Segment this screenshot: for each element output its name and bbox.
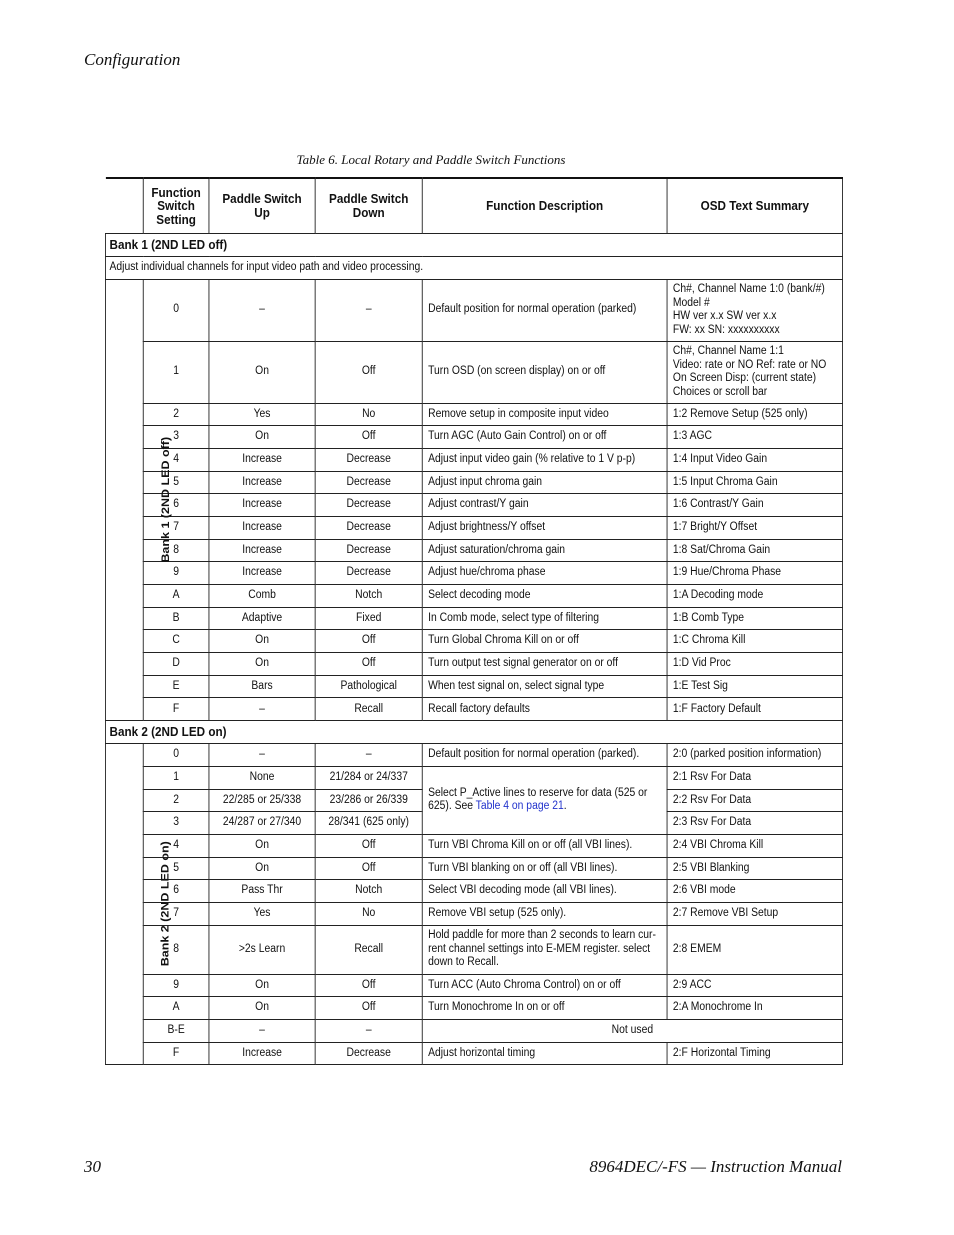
bank2-side-label: Bank 2 (2ND LED on) bbox=[158, 841, 172, 967]
bank2-section bbox=[105, 721, 842, 1065]
description-cell: Remove setup in composite input video bbox=[422, 403, 667, 426]
table-row bbox=[105, 448, 842, 471]
table-row bbox=[105, 744, 842, 767]
header-function-description: Function Description bbox=[422, 178, 667, 233]
osd-cell: 2:A Monochrome In bbox=[667, 997, 843, 1020]
table-row bbox=[105, 630, 842, 653]
paddle-up-cell: 24/287 or 27/340 bbox=[209, 812, 315, 835]
paddle-up-cell: Increase bbox=[209, 516, 315, 539]
osd-cell: 2:2 Rsv For Data bbox=[667, 789, 843, 812]
osd-cell: 2:8 EMEM bbox=[667, 925, 843, 974]
description-cell: Select P_Active lines to reserve for data (525 or 625). See Table 4 on page 21. bbox=[422, 766, 667, 834]
paddle-down-cell: 21/284 or 24/337 bbox=[315, 766, 422, 789]
table-4-link[interactable]: Table 4 on page 21 bbox=[475, 800, 564, 813]
paddle-down-cell: No bbox=[315, 403, 422, 426]
setting-cell: 5 bbox=[143, 471, 209, 494]
paddle-down-cell: Recall bbox=[315, 925, 422, 974]
bank1-side-label: Bank 1 (2ND LED off) bbox=[159, 436, 172, 563]
setting-cell: 2 bbox=[143, 403, 209, 426]
paddle-down-cell: Decrease bbox=[315, 562, 422, 585]
bank1-note-row bbox=[105, 256, 842, 279]
paddle-down-cell: Decrease bbox=[315, 1042, 422, 1065]
table-row bbox=[105, 494, 842, 517]
setting-cell: 2 bbox=[143, 789, 209, 812]
paddle-down-cell: Off bbox=[315, 341, 422, 403]
paddle-down-cell: Decrease bbox=[315, 539, 422, 562]
table-header-row bbox=[105, 178, 842, 233]
paddle-up-cell: On bbox=[209, 997, 315, 1020]
manual-title: 8964DEC/-FS — Instruction Manual bbox=[589, 1157, 842, 1176]
bank1-heading: Bank 1 (2ND LED off) bbox=[105, 233, 842, 256]
bank1-heading-row bbox=[105, 233, 842, 256]
paddle-up-cell: 22/285 or 25/338 bbox=[209, 789, 315, 812]
osd-cell: 2:3 Rsv For Data bbox=[667, 812, 843, 835]
table-row bbox=[105, 516, 842, 539]
description-cell: Turn VBI blanking on or off (all VBI lines). bbox=[422, 857, 667, 880]
paddle-up-cell: On bbox=[209, 653, 315, 676]
table-row bbox=[105, 698, 842, 721]
osd-cell: 1:C Chroma Kill bbox=[667, 630, 843, 653]
setting-cell: 7 bbox=[143, 902, 209, 925]
paddle-down-cell: Pathological bbox=[315, 675, 422, 698]
osd-cell: 1:5 Input Chroma Gain bbox=[667, 471, 843, 494]
description-cell: Select VBI decoding mode (all VBI lines). bbox=[422, 880, 667, 903]
table-row bbox=[105, 562, 842, 585]
paddle-up-cell: – bbox=[209, 698, 315, 721]
osd-cell: 1:E Test Sig bbox=[667, 675, 843, 698]
description-cell: When test signal on, select signal type bbox=[422, 675, 667, 698]
paddle-down-cell: 23/286 or 26/339 bbox=[315, 789, 422, 812]
paddle-up-cell: Increase bbox=[209, 562, 315, 585]
paddle-down-cell: Off bbox=[315, 653, 422, 676]
osd-cell: 1:F Factory Default bbox=[667, 698, 843, 721]
table-row bbox=[105, 902, 842, 925]
table-row bbox=[105, 766, 842, 789]
paddle-up-cell: None bbox=[209, 766, 315, 789]
setting-cell: C bbox=[143, 630, 209, 653]
table-row bbox=[105, 1020, 842, 1043]
setting-cell: E bbox=[143, 675, 209, 698]
paddle-down-cell: Decrease bbox=[315, 471, 422, 494]
setting-cell: 1 bbox=[143, 341, 209, 403]
osd-cell: Ch#, Channel Name 1:1 Video: rate or NO Ref: rate or NO On Screen Disp: (current state) Choices or scroll bar bbox=[667, 341, 843, 403]
description-cell: Hold paddle for more than 2 seconds to learn cur- rent channel settings into E-MEM register. select down to Recall. bbox=[422, 925, 667, 974]
osd-cell: 1:6 Contrast/Y Gain bbox=[667, 494, 843, 517]
setting-cell: 6 bbox=[143, 494, 209, 517]
paddle-up-cell: Bars bbox=[209, 675, 315, 698]
setting-cell: A bbox=[143, 997, 209, 1020]
table-row bbox=[105, 880, 842, 903]
description-cell: Turn output test signal generator on or off bbox=[422, 653, 667, 676]
osd-cell: 1:7 Bright/Y Offset bbox=[667, 516, 843, 539]
paddle-up-cell: On bbox=[209, 630, 315, 653]
paddle-down-cell: Off bbox=[315, 974, 422, 997]
table-row bbox=[105, 653, 842, 676]
setting-cell: 9 bbox=[143, 562, 209, 585]
osd-cell: Ch#, Channel Name 1:0 (bank/#) Model # HW ver x.x SW ver x.x FW: xx SN: xxxxxxxxxx bbox=[667, 279, 843, 341]
paddle-up-cell: Yes bbox=[209, 902, 315, 925]
table-row bbox=[105, 403, 842, 426]
osd-cell: 1:2 Remove Setup (525 only) bbox=[667, 403, 843, 426]
table-row bbox=[105, 857, 842, 880]
table-caption-text: Table 6. Local Rotary and Paddle Switch Functions bbox=[296, 152, 566, 167]
table-row bbox=[105, 834, 842, 857]
table-row bbox=[105, 1042, 842, 1065]
paddle-down-cell: Decrease bbox=[315, 516, 422, 539]
table-row bbox=[105, 997, 842, 1020]
paddle-down-cell: Decrease bbox=[315, 448, 422, 471]
osd-cell: 2:7 Remove VBI Setup bbox=[667, 902, 843, 925]
bank2-side bbox=[105, 744, 172, 1065]
paddle-up-cell: Increase bbox=[209, 494, 315, 517]
description-cell: Select decoding mode bbox=[422, 585, 667, 608]
paddle-up-cell: Comb bbox=[209, 585, 315, 608]
setting-cell: 0 bbox=[143, 279, 209, 341]
header-paddle-down: Paddle Switch Down bbox=[315, 178, 422, 233]
table-row bbox=[105, 925, 842, 974]
osd-cell: 2:4 VBI Chroma Kill bbox=[667, 834, 843, 857]
paddle-up-cell: Adaptive bbox=[209, 607, 315, 630]
paddle-up-cell: On bbox=[209, 834, 315, 857]
setting-cell: 6 bbox=[143, 880, 209, 903]
header-paddle-up: Paddle Switch Up bbox=[209, 178, 315, 233]
paddle-up-cell: >2s Learn bbox=[209, 925, 315, 974]
description-cell: Default position for normal operation (parked) bbox=[422, 279, 667, 341]
paddle-up-cell: Yes bbox=[209, 403, 315, 426]
setting-cell: A bbox=[143, 585, 209, 608]
description-cell: Turn OSD (on screen display) on or off bbox=[422, 341, 667, 403]
setting-cell: 9 bbox=[143, 974, 209, 997]
paddle-down-cell: 28/341 (625 only) bbox=[315, 812, 422, 835]
bank2-heading: Bank 2 (2ND LED on) bbox=[105, 721, 842, 744]
paddle-down-cell: Off bbox=[315, 857, 422, 880]
osd-cell: 2:6 VBI mode bbox=[667, 880, 843, 903]
bank2-heading-row bbox=[105, 721, 842, 744]
description-cell: Turn Global Chroma Kill on or off bbox=[422, 630, 667, 653]
paddle-down-cell: Off bbox=[315, 630, 422, 653]
header-setting: Function Switch Setting bbox=[143, 178, 209, 233]
bank1-note: Adjust individual channels for input video path and video processing. bbox=[105, 256, 842, 279]
switch-functions-table bbox=[105, 177, 843, 1065]
osd-cell: 1:4 Input Video Gain bbox=[667, 448, 843, 471]
paddle-up-cell: – bbox=[209, 744, 315, 767]
paddle-up-cell: On bbox=[209, 857, 315, 880]
description-cell: Remove VBI setup (525 only). bbox=[422, 902, 667, 925]
description-cell: Not used bbox=[422, 1020, 842, 1043]
paddle-up-cell: On bbox=[209, 426, 315, 449]
setting-cell: 0 bbox=[143, 744, 209, 767]
paddle-down-cell: No bbox=[315, 902, 422, 925]
setting-cell: B-E bbox=[143, 1020, 209, 1043]
osd-cell: 1:D Vid Proc bbox=[667, 653, 843, 676]
setting-cell: 3 bbox=[143, 812, 209, 835]
osd-cell: 2:0 (parked position information) bbox=[667, 744, 843, 767]
setting-cell: 4 bbox=[143, 448, 209, 471]
description-cell: Default position for normal operation (parked). bbox=[422, 744, 667, 767]
paddle-down-cell: Off bbox=[315, 426, 422, 449]
setting-cell: F bbox=[143, 698, 209, 721]
description-cell: Turn AGC (Auto Gain Control) on or off bbox=[422, 426, 667, 449]
setting-cell: F bbox=[143, 1042, 209, 1065]
setting-cell: 7 bbox=[143, 516, 209, 539]
paddle-up-cell: Increase bbox=[209, 448, 315, 471]
paddle-up-cell: On bbox=[209, 341, 315, 403]
paddle-down-cell: Off bbox=[315, 997, 422, 1020]
setting-cell: 5 bbox=[143, 857, 209, 880]
paddle-down-cell: – bbox=[315, 744, 422, 767]
page-number: 30 bbox=[84, 1157, 101, 1176]
paddle-up-cell: Increase bbox=[209, 471, 315, 494]
description-cell: Adjust saturation/chroma gain bbox=[422, 539, 667, 562]
paddle-up-cell: On bbox=[209, 974, 315, 997]
description-cell: Adjust hue/chroma phase bbox=[422, 562, 667, 585]
setting-cell: 8 bbox=[143, 925, 209, 974]
osd-cell: 2:F Horizontal Timing bbox=[667, 1042, 843, 1065]
description-cell: Adjust horizontal timing bbox=[422, 1042, 667, 1065]
paddle-down-cell: – bbox=[315, 1020, 422, 1043]
table-row bbox=[105, 974, 842, 997]
setting-cell: 1 bbox=[143, 766, 209, 789]
osd-cell: 1:A Decoding mode bbox=[667, 585, 843, 608]
osd-cell: 1:3 AGC bbox=[667, 426, 843, 449]
setting-cell: 4 bbox=[143, 834, 209, 857]
paddle-down-cell: Notch bbox=[315, 880, 422, 903]
table-row bbox=[105, 607, 842, 630]
paddle-up-cell: – bbox=[209, 279, 315, 341]
description-cell: In Comb mode, select type of filtering bbox=[422, 607, 667, 630]
paddle-down-cell: Recall bbox=[315, 698, 422, 721]
osd-cell: 1:B Comb Type bbox=[667, 607, 843, 630]
header-blank-cell bbox=[105, 178, 143, 233]
osd-cell: 2:1 Rsv For Data bbox=[667, 766, 843, 789]
paddle-down-cell: Off bbox=[315, 834, 422, 857]
paddle-down-cell: Notch bbox=[315, 585, 422, 608]
table-caption bbox=[0, 152, 954, 168]
paddle-down-cell: – bbox=[315, 279, 422, 341]
bank1-side bbox=[105, 279, 172, 721]
setting-cell: D bbox=[143, 653, 209, 676]
paddle-down-cell: Fixed bbox=[315, 607, 422, 630]
setting-cell: B bbox=[143, 607, 209, 630]
bank1-section bbox=[105, 233, 842, 721]
paddle-up-cell: Increase bbox=[209, 539, 315, 562]
description-cell: Turn VBI Chroma Kill on or off (all VBI lines). bbox=[422, 834, 667, 857]
table-row bbox=[105, 341, 842, 403]
setting-cell: 3 bbox=[143, 426, 209, 449]
table-row bbox=[105, 279, 842, 341]
running-head: Configuration bbox=[84, 50, 181, 69]
description-cell: Turn ACC (Auto Chroma Control) on or off bbox=[422, 974, 667, 997]
description-cell: Adjust input chroma gain bbox=[422, 471, 667, 494]
table-row bbox=[105, 585, 842, 608]
osd-cell: 2:9 ACC bbox=[667, 974, 843, 997]
table-row bbox=[105, 675, 842, 698]
paddle-up-cell: – bbox=[209, 1020, 315, 1043]
description-cell: Recall factory defaults bbox=[422, 698, 667, 721]
paddle-up-cell: Increase bbox=[209, 1042, 315, 1065]
setting-cell: 8 bbox=[143, 539, 209, 562]
table-row bbox=[105, 426, 842, 449]
osd-cell: 1:8 Sat/Chroma Gain bbox=[667, 539, 843, 562]
osd-cell: 1:9 Hue/Chroma Phase bbox=[667, 562, 843, 585]
paddle-up-cell: Pass Thr bbox=[209, 880, 315, 903]
osd-cell: 2:5 VBI Blanking bbox=[667, 857, 843, 880]
description-cell: Adjust brightness/Y offset bbox=[422, 516, 667, 539]
description-cell: Turn Monochrome In on or off bbox=[422, 997, 667, 1020]
table-row bbox=[105, 471, 842, 494]
table-row bbox=[105, 539, 842, 562]
description-cell: Adjust input video gain (% relative to 1 V p-p) bbox=[422, 448, 667, 471]
paddle-down-cell: Decrease bbox=[315, 494, 422, 517]
header-osd-summary: OSD Text Summary bbox=[667, 178, 843, 233]
description-cell: Adjust contrast/Y gain bbox=[422, 494, 667, 517]
